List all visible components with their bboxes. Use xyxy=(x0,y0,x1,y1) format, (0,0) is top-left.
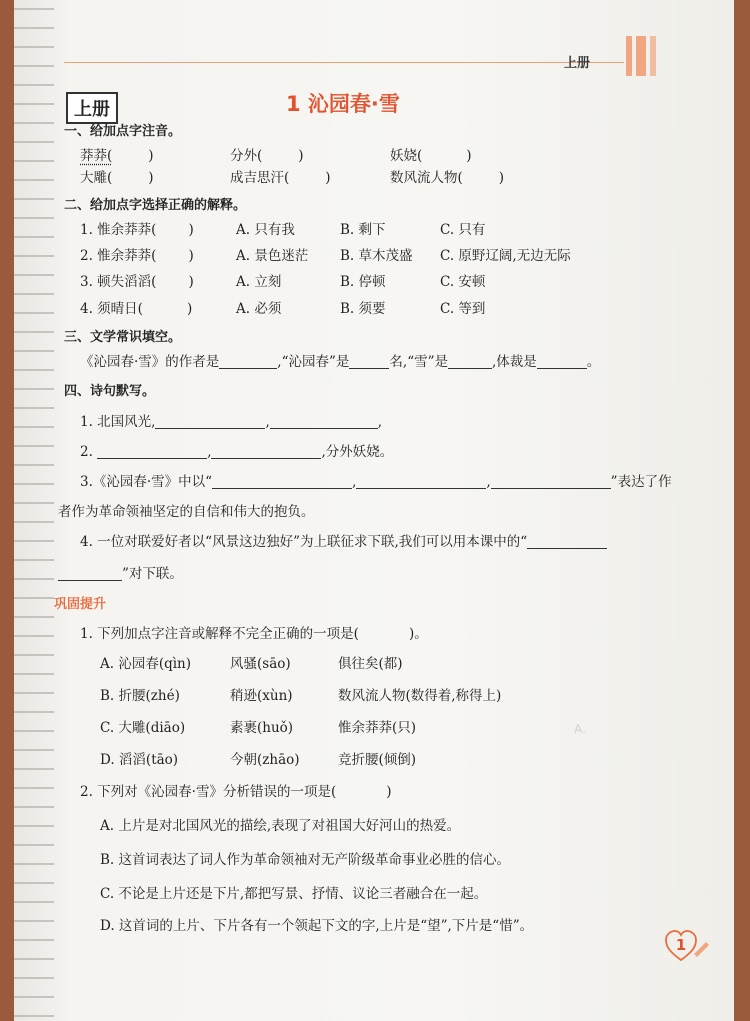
q1-option-d-2: 今朝(zhāo) xyxy=(230,752,300,768)
practice-q1 xyxy=(80,626,428,642)
grade-label: 上册 xyxy=(564,56,591,71)
s1-prompt: 妖娆( xyxy=(390,148,423,164)
s2-option-a[interactable]: A. 只有我 xyxy=(236,222,295,238)
s2-close: ) xyxy=(188,274,194,290)
s2-option-b[interactable]: B. 剩下 xyxy=(340,222,386,238)
s4-line-2 xyxy=(80,444,393,460)
answer-blank[interactable] xyxy=(156,225,188,237)
s1-item xyxy=(390,148,472,164)
opt-part: B. 折腰(zhé) xyxy=(100,688,180,704)
spiral-binding xyxy=(14,0,54,1021)
bleed-through-text: A. xyxy=(573,721,587,737)
s1-close: ) xyxy=(298,148,304,164)
s4-line-3 xyxy=(80,474,672,490)
answer-blank[interactable] xyxy=(262,151,298,163)
header-rule xyxy=(64,62,624,63)
s1-prompt: 分外( xyxy=(230,148,263,164)
q1-option-a-2: 风骚(sāo) xyxy=(230,656,291,672)
answer-blank[interactable] xyxy=(156,277,188,289)
s2-prompt: 4. 须晴日( xyxy=(80,301,143,317)
answer-blank[interactable] xyxy=(219,356,277,369)
answer-blank[interactable] xyxy=(289,173,325,185)
s1-close: ) xyxy=(466,148,472,164)
answer-blank[interactable] xyxy=(356,476,486,489)
q1-option-b-3: 数风流人物(数得着,称得上) xyxy=(338,688,502,704)
answer-blank[interactable] xyxy=(112,173,148,185)
s1-item xyxy=(80,148,154,164)
q2-text: 2. 下列对《沁园春·雪》分析错误的一项是( xyxy=(80,784,337,800)
section-3-heading: 三、文学常识填空。 xyxy=(64,330,182,345)
s2-option-a[interactable]: A. 立刻 xyxy=(236,274,282,290)
s3-text: ,“沁园春”是 xyxy=(277,354,350,370)
s1-close: ) xyxy=(148,170,154,186)
opt-part: D. 滔滔(tāo) xyxy=(100,752,179,768)
opt-part: C. 大雕(diāo) xyxy=(100,720,186,736)
q2-text: ) xyxy=(386,784,392,800)
q1-option-b[interactable] xyxy=(100,688,180,704)
q1-option-c-2: 素裹(huǒ) xyxy=(230,720,294,736)
s4-text: , xyxy=(207,444,212,460)
s1-close: ) xyxy=(498,170,505,186)
s4-line-3-cont: 者作为革命领袖坚定的自信和伟大的抱负。 xyxy=(58,504,315,520)
s2-option-c[interactable]: C. 只有 xyxy=(440,222,486,238)
q1-option-b-2: 稍逊(xùn) xyxy=(230,688,293,704)
s4-text: ,分外妖娆。 xyxy=(321,444,394,460)
answer-blank[interactable] xyxy=(155,416,265,429)
s1-prompt: 大雕( xyxy=(80,170,113,186)
answer-blank[interactable] xyxy=(349,356,389,369)
q1-option-d[interactable] xyxy=(100,752,178,768)
s4-line-4-cont xyxy=(58,566,183,582)
q2-option-a[interactable]: A. 上片是对北国风光的描绘,表现了对祖国大好河山的热爱。 xyxy=(100,818,461,834)
s1-item xyxy=(230,148,304,164)
q1-text: 1. 下列加点字注音或解释不完全正确的一项是( xyxy=(80,626,359,642)
answer-blank[interactable] xyxy=(448,356,492,369)
q1-option-d-3: 竞折腰(倾倒) xyxy=(338,752,417,768)
s4-text: ”对下联。 xyxy=(122,566,183,582)
lesson-title: 1 沁园春·雪 xyxy=(286,92,400,116)
s4-line-1 xyxy=(80,414,382,430)
s4-text: 1. 北国风光, xyxy=(80,414,156,430)
s3-text: 名,“雪”是 xyxy=(389,354,449,370)
s2-question xyxy=(80,301,192,317)
s3-text: 。 xyxy=(586,354,601,370)
s2-option-b[interactable]: B. 草木茂盛 xyxy=(340,248,413,264)
answer-blank[interactable] xyxy=(537,356,587,369)
opt-part: A. 沁园春(qìn) xyxy=(100,656,192,672)
section-1-heading: 一、给加点字注音。 xyxy=(64,124,182,139)
q1-option-a-3: 俱往矣(都) xyxy=(338,656,403,672)
answer-blank[interactable] xyxy=(422,151,466,163)
answer-blank[interactable] xyxy=(491,476,611,489)
s2-option-b[interactable]: B. 须要 xyxy=(340,301,386,317)
s2-close: ) xyxy=(188,222,194,238)
s1-prompt: 数风流人物( xyxy=(390,170,463,186)
s2-prompt: 2. 惟余莽莽( xyxy=(80,248,157,264)
s2-close: ) xyxy=(186,301,193,317)
s4-text: 4. 一位对联爱好者以“风景这边独好”为上联征求下联,我们可以用本课中的“ xyxy=(80,534,528,550)
answer-blank[interactable] xyxy=(97,446,207,459)
s4-text: , xyxy=(377,414,383,430)
practice-q2 xyxy=(80,784,392,800)
section-2-heading: 二、给加点字选择正确的解释。 xyxy=(64,198,247,213)
header-bar xyxy=(636,36,646,76)
s1-prompt: 成吉思汗( xyxy=(230,170,290,186)
s2-option-c[interactable]: C. 等到 xyxy=(440,301,486,317)
s2-option-b[interactable]: B. 停顿 xyxy=(340,274,386,290)
answer-blank[interactable] xyxy=(211,446,321,459)
s3-fill-line xyxy=(80,354,600,370)
s4-line-4 xyxy=(80,534,607,550)
s3-text: 《沁园春·雪》的作者是 xyxy=(80,354,220,370)
s1-item xyxy=(390,170,504,186)
q2-option-c[interactable]: C. 不论是上片还是下片,都把写景、抒情、议论三者融合在一起。 xyxy=(100,886,488,902)
s2-close: ) xyxy=(188,248,194,264)
s4-text: 2. xyxy=(80,444,93,460)
header-bar xyxy=(626,36,632,76)
answer-blank[interactable] xyxy=(212,476,352,489)
s2-option-a[interactable]: A. 必须 xyxy=(236,301,282,317)
s1-item xyxy=(80,170,154,186)
q1-option-c[interactable] xyxy=(100,720,185,736)
s4-text: 3.《沁园春·雪》中以“ xyxy=(80,474,213,490)
s2-question xyxy=(80,274,194,290)
answer-blank[interactable] xyxy=(156,251,188,263)
answer-blank[interactable] xyxy=(270,416,378,429)
answer-blank[interactable] xyxy=(463,173,499,185)
s1-prompt: 莽莽( xyxy=(80,148,113,164)
q1-text: )。 xyxy=(408,626,428,642)
header-bar xyxy=(650,36,656,76)
s4-text: ”表达了作 xyxy=(610,474,672,490)
s2-option-c[interactable]: C. 安顿 xyxy=(440,274,486,290)
s2-prompt: 3. 顿失滔滔( xyxy=(80,274,157,290)
q2-option-d[interactable]: D. 这首词的上片、下片各有一个领起下文的字,上片是“望”,下片是“惜”。 xyxy=(100,918,534,934)
s2-prompt: 1. 惟余莽莽( xyxy=(80,222,157,238)
q1-option-a[interactable] xyxy=(100,656,191,672)
q2-option-b[interactable]: B. 这首词表达了词人作为革命领袖对无产阶级革命事业必胜的信心。 xyxy=(100,852,511,868)
s3-text: ,体裁是 xyxy=(492,354,537,370)
workbook-page xyxy=(14,0,734,1021)
q1-option-c-3: 惟余莽莽(只) xyxy=(338,720,417,736)
s2-option-c[interactable]: C. 原野辽阔,无边无际 xyxy=(440,248,571,264)
answer-blank[interactable] xyxy=(359,629,409,641)
answer-blank[interactable] xyxy=(336,787,386,799)
s4-text: , xyxy=(352,474,357,490)
page-number-badge xyxy=(664,928,710,964)
s2-question xyxy=(80,222,194,238)
page-number: 1 xyxy=(675,936,687,954)
s4-text: , xyxy=(265,414,270,430)
s1-close: ) xyxy=(148,148,154,164)
s2-question xyxy=(80,248,194,264)
book-tag: 上册 xyxy=(66,92,118,124)
practice-heading: 巩固提升 xyxy=(54,597,107,612)
s2-option-a[interactable]: A. 景色迷茫 xyxy=(236,248,309,264)
s1-item xyxy=(230,170,331,186)
s4-text: , xyxy=(486,474,491,490)
page-content xyxy=(54,0,734,1021)
s1-close: ) xyxy=(325,170,331,186)
answer-blank[interactable] xyxy=(143,304,187,316)
section-4-heading: 四、诗句默写。 xyxy=(64,384,156,399)
answer-blank[interactable] xyxy=(112,151,148,163)
answer-blank[interactable] xyxy=(527,536,607,549)
answer-blank[interactable] xyxy=(58,568,122,581)
